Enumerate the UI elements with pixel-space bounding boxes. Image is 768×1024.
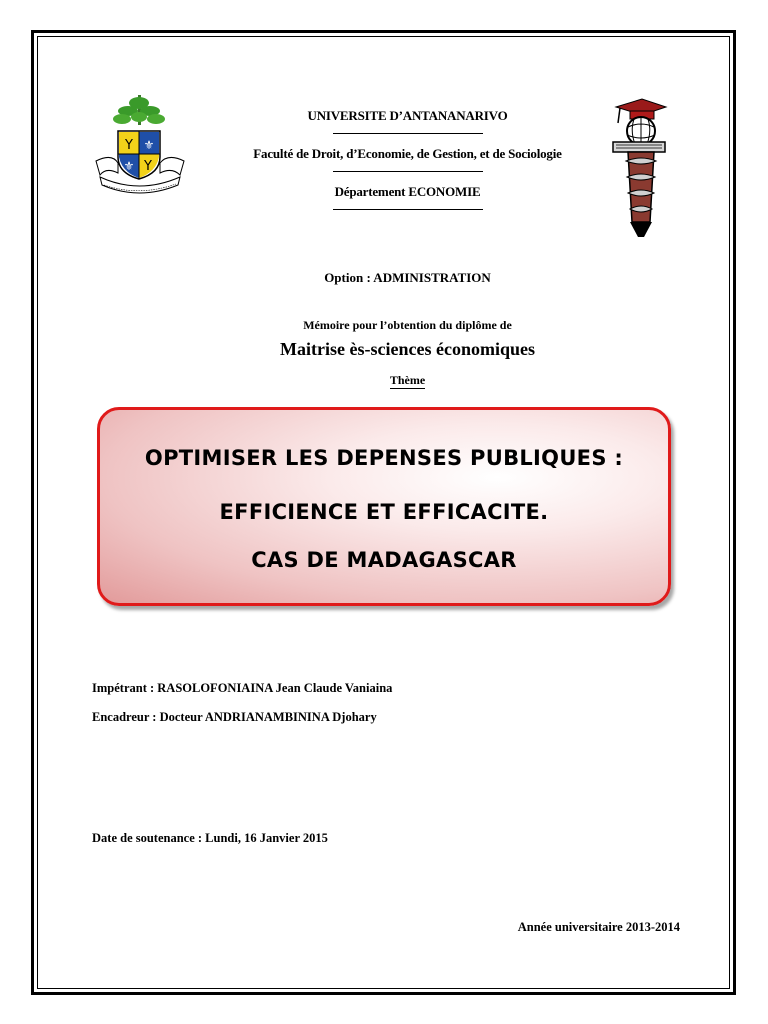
svg-text:Y: Y [125, 138, 133, 153]
option-line: Option : ADMINISTRATION [324, 270, 491, 285]
theme-label-text: Thème [389, 373, 426, 387]
separator [333, 133, 483, 134]
separator [333, 209, 483, 210]
theme-label [200, 373, 615, 388]
title-line-3: CAS DE MADAGASCAR [251, 548, 517, 572]
encadreur-line: Encadreur : Docteur ANDRIANAMBININA Djohary [92, 710, 377, 724]
faculty-logo [608, 97, 670, 239]
separator [333, 171, 483, 172]
memoire-line: Mémoire pour l’obtention du diplôme de [303, 318, 512, 332]
faculty-torch-icon [608, 97, 670, 239]
university-name: UNIVERSITE D’ANTANANARIVO [307, 108, 508, 123]
svg-text:⚜: ⚜ [123, 159, 135, 173]
thesis-title-box [97, 407, 671, 606]
svg-text:Y: Y [144, 159, 152, 174]
svg-text:⚜: ⚜ [143, 138, 155, 152]
impetrant-line: Impétrant : RASOLOFONIAINA Jean Claude Vaniaina [92, 681, 393, 695]
header-block [200, 108, 615, 222]
university-crest-icon [92, 93, 188, 199]
academic-year: Année universitaire 2013-2014 [517, 920, 680, 934]
faculty-name: Faculté de Droit, d’Economie, de Gestion, et de Sociologie [253, 146, 562, 161]
department-name: Département ECONOMIE [334, 184, 481, 199]
title-line-1: OPTIMISER LES DEPENSES PUBLIQUES : [144, 446, 624, 470]
degree-title: Maitrise ès-sciences économiques [280, 339, 535, 359]
title-line-2: EFFICIENCE ET EFFICACITE. [219, 500, 549, 524]
university-logo [92, 93, 188, 199]
date-soutenance-line: Date de soutenance : Lundi, 16 Janvier 2015 [92, 831, 328, 845]
